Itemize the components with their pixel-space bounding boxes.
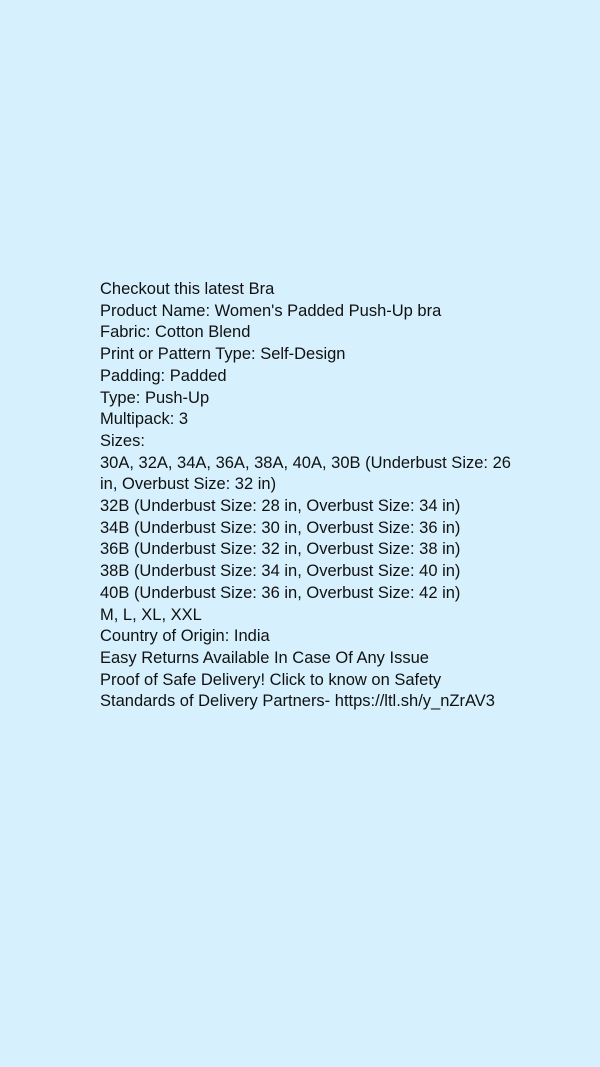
type-text: Type: Push-Up — [100, 388, 210, 407]
size-option: 36B (Underbust Size: 32 in, Overbust Size: 38 in) — [100, 540, 461, 559]
returns-text: Easy Returns Available In Case Of Any Issue — [100, 648, 429, 667]
size-option: 32B (Underbust Size: 28 in, Overbust Size: 34 in) — [100, 497, 461, 516]
fabric-text: Fabric: Cotton Blend — [100, 323, 251, 342]
size-option: 30A, 32A, 34A, 36A, 38A, 40A, 30B (Underbust Size: 26 in, Overbust Size: 32 in) — [100, 453, 511, 494]
delivery-link-text: Standards of Delivery Partners- https://ltl.sh/y_nZrAV3 — [100, 692, 495, 711]
intro-text: Checkout this latest Bra — [100, 280, 275, 298]
sizes-heading: Sizes: — [100, 431, 145, 450]
origin-text: Country of Origin: India — [100, 627, 270, 646]
size-option: M, L, XL, XXL — [100, 605, 202, 624]
size-option: 34B (Underbust Size: 30 in, Overbust Size: 36 in) — [100, 518, 461, 537]
pattern-text: Print or Pattern Type: Self-Design — [100, 345, 346, 364]
delivery-text: Proof of Safe Delivery! Click to know on Safety — [100, 670, 442, 689]
product-description — [100, 279, 520, 713]
size-option: 40B (Underbust Size: 36 in, Overbust Size: 42 in) — [100, 583, 461, 602]
size-option: 38B (Underbust Size: 34 in, Overbust Size: 40 in) — [100, 562, 461, 581]
padding-text: Padding: Padded — [100, 366, 227, 385]
product-name-text: Product Name: Women's Padded Push-Up bra — [100, 301, 442, 320]
multipack-text: Multipack: 3 — [100, 410, 189, 429]
